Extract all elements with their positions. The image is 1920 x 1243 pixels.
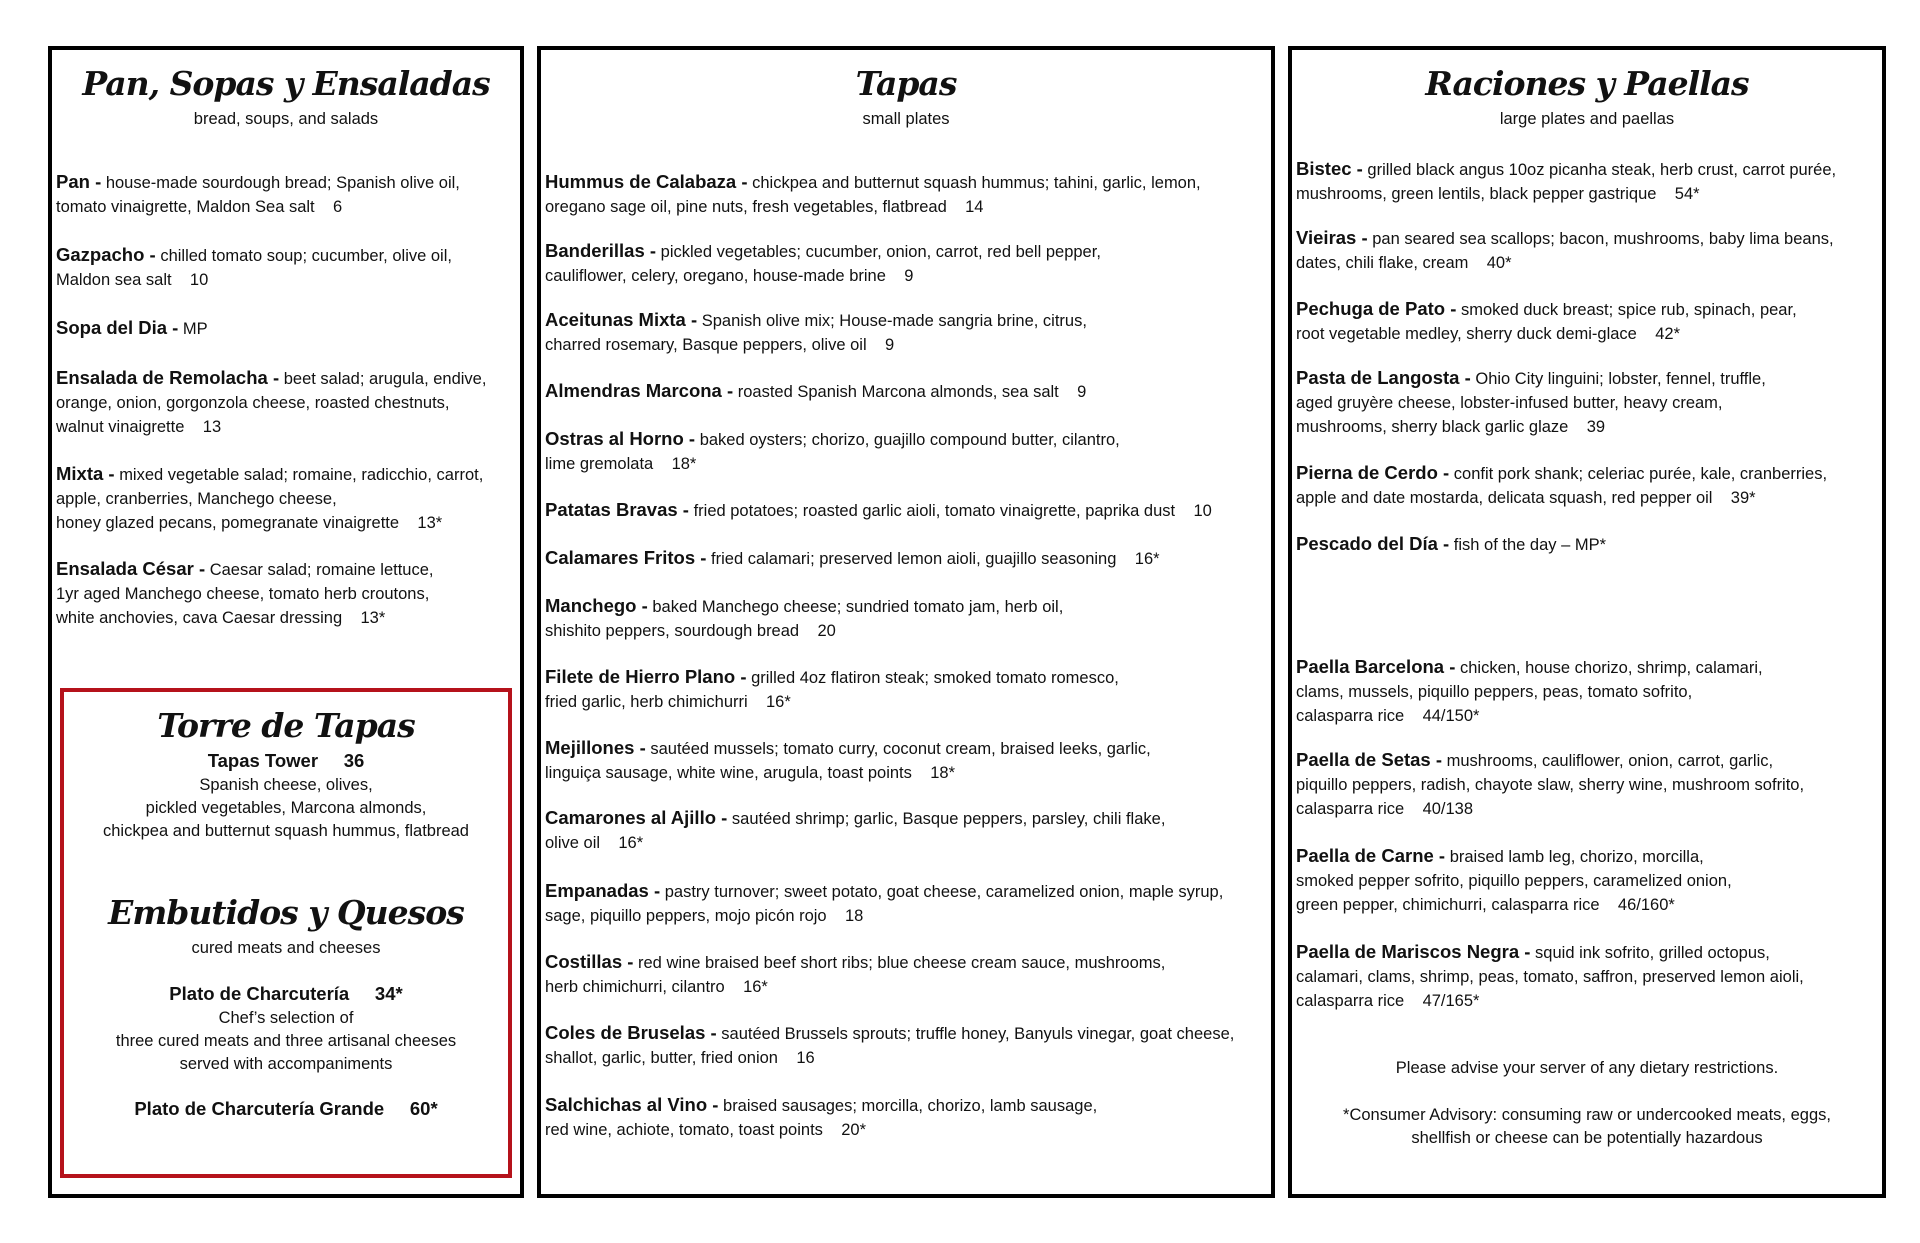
menu-item-ensalada-remolacha: Ensalada de Remolacha - beet salad; arugula, endive, orange, onion, gorgonzola cheese, roasted chestnuts, walnut vinaigrette 13 xyxy=(56,367,487,436)
menu-item-coles: Coles de Bruselas - sautéed Brussels sprouts; truffle honey, Banyuls vinegar, goat cheese, shallot, garlic, butter, fried onion 16 xyxy=(545,1022,1235,1067)
menu-item-hummus: Hummus de Calabaza - chickpea and butternut squash hummus; tahini, garlic, lemon, oregano sage oil, pine nuts, fresh vegetables, flatbread 14 xyxy=(545,171,1201,216)
menu-item-mejillones: Mejillones - sautéed mussels; tomato curry, coconut cream, braised leeks, garlic, linguiça sausage, white wine, arugula, toast points 18* xyxy=(545,737,1151,782)
embutidos-subtitle: cured meats and cheeses xyxy=(191,939,381,957)
price: 39* xyxy=(1730,489,1756,507)
menu-item-pierna-cerdo: Pierna de Cerdo - confit pork shank; celeriac purée, kale, cranberries, apple and date mostarda, delicata squash, red pepper oil 39* xyxy=(1296,462,1828,507)
menu-item-paella-setas: Paella de Setas - mushrooms, cauliflower, onion, carrot, garlic, piquillo peppers, radish, chayote slaw, sherry wine, mushroom sofrito, calasparra rice 40/138 xyxy=(1296,749,1805,818)
menu-item-calamares: Calamares Fritos - fried calamari; preserved lemon aioli, guajillo seasoning 16* xyxy=(545,547,1160,568)
price: 16 xyxy=(796,1049,815,1067)
tapas-tower-item: Tapas Tower 36 xyxy=(207,750,365,771)
consumer-advisory: *Consumer Advisory: consuming raw or undercooked meats, eggs, shellfish or cheese can be potentially hazardous xyxy=(1343,1106,1831,1147)
section-title: Pan, Sopas y Ensaladas xyxy=(82,64,490,103)
menu-item-manchego: Manchego - baked Manchego cheese; sundried tomato jam, herb oil, shishito peppers, sourdough bread 20 xyxy=(545,595,1064,640)
menu-item-pechuga-pato: Pechuga de Pato - smoked duck breast; spice rub, spinach, pear, root vegetable medley, sherry duck demi-glace 42* xyxy=(1296,298,1797,343)
tapas-tower-description: Spanish cheese, olives, pickled vegetables, Marcona almonds, chickpea and butternut squash hummus, flatbread xyxy=(103,776,469,840)
menu-item-paella-mariscos: Paella de Mariscos Negra - squid ink sofrito, grilled octopus, calamari, clams, shrimp, peas, tomato, saffron, preserved lemon aioli, calasparra rice 47/165* xyxy=(1296,941,1804,1010)
charcuteria-description: Chef’s selection of three cured meats and three artisanal cheeses served with accompaniments xyxy=(115,1009,457,1073)
menu-item-gazpacho: Gazpacho - chilled tomato soup; cucumber, olive oil, Maldon sea salt 10 xyxy=(56,244,452,289)
menu-item-almendras: Almendras Marcona - roasted Spanish Marcona almonds, sea salt 9 xyxy=(545,380,1087,401)
embutidos-title: Embutidos y Quesos xyxy=(108,893,464,932)
charcuteria-grande-item: Plato de Charcutería Grande 60* xyxy=(134,1098,438,1119)
menu-item-bistec: Bistec - grilled black angus 10oz picanha steak, herb crust, carrot purée, mushrooms, green lentils, black pepper gastrique 54* xyxy=(1296,158,1837,203)
price: 18* xyxy=(671,455,697,473)
price: 16* xyxy=(618,834,644,852)
price: 16* xyxy=(1134,550,1160,568)
price: 10 xyxy=(1193,502,1212,520)
price: 40/138 xyxy=(1422,800,1474,818)
menu-item-vieiras: Vieiras - pan seared sea scallops; bacon, mushrooms, baby lima beans, dates, chili flake, cream 40* xyxy=(1296,227,1834,272)
price: 10 xyxy=(189,271,209,289)
menu-item-banderillas: Banderillas - pickled vegetables; cucumber, onion, carrot, red bell pepper, cauliflower, celery, oregano, house-made brine 9 xyxy=(545,240,1101,285)
section-subtitle: bread, soups, and salads xyxy=(193,110,379,128)
price: 44/150* xyxy=(1422,707,1480,725)
menu-item-pescado: Pescado del Día - fish of the day – MP* xyxy=(1296,533,1607,554)
price: 20* xyxy=(841,1121,867,1139)
section-subtitle: small plates xyxy=(862,110,950,128)
price: 9 xyxy=(884,336,895,354)
price: 20 xyxy=(817,622,836,640)
price: 13* xyxy=(360,609,386,627)
price: 36 xyxy=(343,750,365,771)
price: 18* xyxy=(930,764,956,782)
price: 13* xyxy=(417,514,443,532)
price: 9 xyxy=(904,267,914,285)
menu-item-paella-carne: Paella de Carne - braised lamb leg, chorizo, morcilla, smoked pepper sofrito, piquillo peppers, caramelized onion, green pepper, chimichurri, calasparra rice 46/160* xyxy=(1296,845,1732,914)
price: 16* xyxy=(743,978,768,996)
price: 18 xyxy=(844,907,864,925)
raciones-paellas-panel xyxy=(1288,46,1886,1198)
tapas-tower-box xyxy=(60,688,512,1178)
price: 14 xyxy=(965,198,984,216)
menu-item-salchichas: Salchichas al Vino - braised sausages; morcilla, chorizo, lamb sausage, red wine, achiote, tomato, toast points 20* xyxy=(545,1094,1098,1139)
price: 47/165* xyxy=(1422,992,1480,1010)
section-subtitle: large plates and paellas xyxy=(1499,110,1675,128)
section-title: Tapas xyxy=(855,64,957,103)
price: 42* xyxy=(1655,325,1680,343)
menu-item-empanadas: Empanadas - pastry turnover; sweet potato, goat cheese, caramelized onion, maple syrup, sage, piquillo peppers, mojo picón rojo 18 xyxy=(545,880,1224,925)
price: 13 xyxy=(202,418,222,436)
price: 54* xyxy=(1674,185,1700,203)
menu-item-patatas-bravas: Patatas Bravas - fried potatoes; roasted garlic aioli, tomato vinaigrette, paprika dust 10 xyxy=(545,499,1212,520)
torre-title: Torre de Tapas xyxy=(157,706,415,745)
menu-item-aceitunas: Aceitunas Mixta - Spanish olive mix; House-made sangria brine, citrus, charred rosemary, Basque peppers, olive oil 9 xyxy=(545,309,1087,354)
menu-item-camarones: Camarones al Ajillo - sautéed shrimp; garlic, Basque peppers, parsley, chili flake, olive oil 16* xyxy=(545,807,1166,852)
price: 6 xyxy=(333,198,343,216)
price: 16* xyxy=(766,693,791,711)
menu-item-sopa-del-dia: Sopa del Dia - MP xyxy=(56,317,208,338)
menu-item-paella-barcelona: Paella Barcelona - chicken, house chorizo, shrimp, calamari, clams, mussels, piquillo peppers, peas, tomato sofrito, calasparra rice 44/150* xyxy=(1296,656,1763,725)
menu-item-ostras: Ostras al Horno - baked oysters; chorizo, guajillo compound butter, cilantro, lime gremolata 18* xyxy=(545,428,1120,473)
dietary-note: Please advise your server of any dietary restrictions. xyxy=(1395,1059,1779,1077)
menu-item-ensalada-cesar: Ensalada César - Caesar salad; romaine lettuce, 1yr aged Manchego cheese, tomato herb croutons, white anchovies, cava Caesar dressing 13* xyxy=(56,558,434,627)
menu-item-filete: Filete de Hierro Plano - grilled 4oz flatiron steak; smoked tomato romesco, fried garlic, herb chimichurri 16* xyxy=(545,666,1119,711)
menu-item-mixta: Mixta - mixed vegetable salad; romaine, radicchio, carrot, apple, cranberries, Manchego cheese, honey glazed pecans, pomegranate vinaigrette 13* xyxy=(56,463,484,532)
price: 9 xyxy=(1077,383,1087,401)
menu-item-pasta-langosta: Pasta de Langosta - Ohio City linguini; lobster, fennel, truffle, aged gruyère cheese, lobster-infused butter, heavy cream, mushrooms, sherry black garlic glaze 39 xyxy=(1296,367,1766,436)
charcuteria-item: Plato de Charcutería 34* xyxy=(169,983,403,1004)
price: 39 xyxy=(1586,418,1606,436)
price: 60* xyxy=(409,1098,438,1119)
menu-item-pan: Pan - house-made sourdough bread; Spanish olive oil, tomato vinaigrette, Maldon Sea salt 6 xyxy=(56,171,460,216)
price: 40* xyxy=(1486,254,1512,272)
menu-item-costillas: Costillas - red wine braised beef short ribs; blue cheese cream sauce, mushrooms, herb chimichurri, cilantro 16* xyxy=(545,951,1166,996)
price: 46/160* xyxy=(1617,896,1675,914)
price: 34* xyxy=(374,983,403,1004)
section-title: Raciones y Paellas xyxy=(1425,64,1749,103)
